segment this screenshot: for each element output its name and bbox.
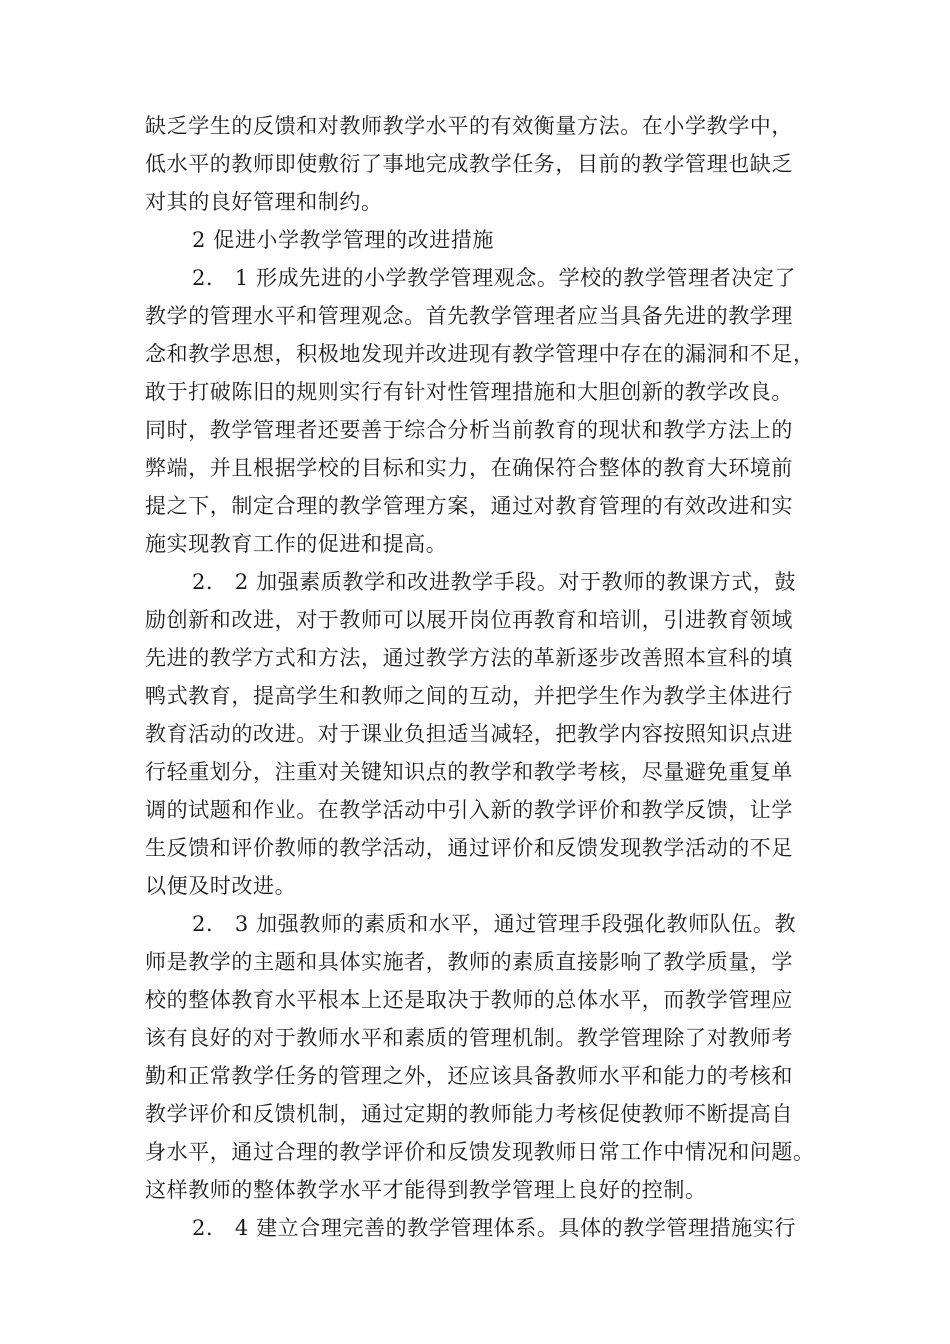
text-line: 先进的教学方式和方法，通过教学方法的革新逐步改善照本宣科的填 (145, 646, 793, 670)
text-line: 鸭式教育，提高学生和教师之间的互动，并把学生作为教学主体进行 (145, 684, 793, 708)
text-line: 以便及时改进。 (145, 874, 297, 898)
text-line: 这样教师的整体教学水平才能得到教学管理上良好的控制。 (145, 1178, 707, 1202)
text-line: 缺乏学生的反馈和对教师教学水平的有效衡量方法。在小学教学中， (145, 114, 793, 138)
text-line: 教育活动的改进。对于课业负担适当减轻，把教学内容按照知识点进 (145, 722, 793, 746)
text-line: 校的整体教育水平根本上还是取决于教师的总体水平，而教学管理应 (145, 988, 793, 1012)
text-line: 调的试题和作业。在教学活动中引入新的教学评价和教学反馈，让学 (145, 798, 793, 822)
subsection-heading: 2． 4 建立合理完善的教学管理体系。具体的教学管理措施实行 (192, 1216, 797, 1240)
text-line: 行轻重划分，注重对关键知识点的教学和教学考核，尽量避免重复单 (145, 760, 793, 784)
text-line: 师是教学的主题和具体实施者，教师的素质直接影响了教学质量，学 (145, 950, 793, 974)
text-line: 施实现教育工作的促进和提高。 (145, 532, 448, 556)
text-line: 勤和正常教学任务的管理之外，还应该具备教师水平和能力的考核和 (145, 1064, 793, 1088)
subsection-heading: 2． 3 加强教师的素质和水平，通过管理手段强化教师队伍。教 (192, 912, 797, 936)
text-line: 对其的良好管理和制约。 (145, 190, 383, 214)
section-heading: 2 促进小学教学管理的改进措施 (192, 228, 495, 252)
text-line: 弊端，并且根据学校的目标和实力，在确保符合整体的教育大环境前 (145, 456, 793, 480)
text-line: 生反馈和评价教师的教学活动，通过评价和反馈发现教学活动的不足 (145, 836, 793, 860)
text-line: 教学的管理水平和管理观念。首先教学管理者应当具备先进的教学理 (145, 304, 793, 328)
text-line: 励创新和改进，对于教师可以展开岗位再教育和培训，引进教育领域 (145, 608, 793, 632)
subsection-heading: 2． 1 形成先进的小学教学管理观念。学校的教学管理者决定了 (192, 266, 797, 290)
subsection-heading: 2． 2 加强素质教学和改进教学手段。对于教师的教课方式，鼓 (192, 570, 797, 594)
text-line: 念和教学思想，积极地发现并改进现有教学管理中存在的漏洞和不足， (145, 342, 815, 366)
text-line: 同时，教学管理者还要善于综合分析当前教育的现状和教学方法上的 (145, 418, 793, 442)
text-line: 身水平，通过合理的教学评价和反馈发现教师日常工作中情况和问题。 (145, 1140, 815, 1164)
text-line: 该有良好的对于教师水平和素质的管理机制。教学管理除了对教师考 (145, 1026, 793, 1050)
text-line: 教学评价和反馈机制，通过定期的教师能力考核促使教师不断提高自 (145, 1102, 793, 1126)
text-line: 低水平的教师即使敷衍了事地完成教学任务，目前的教学管理也缺乏 (145, 152, 793, 176)
text-line: 提之下，制定合理的教学管理方案，通过对教育管理的有效改进和实 (145, 494, 793, 518)
text-line: 敢于打破陈旧的规则实行有针对性管理措施和大胆创新的教学改良。 (145, 380, 793, 404)
